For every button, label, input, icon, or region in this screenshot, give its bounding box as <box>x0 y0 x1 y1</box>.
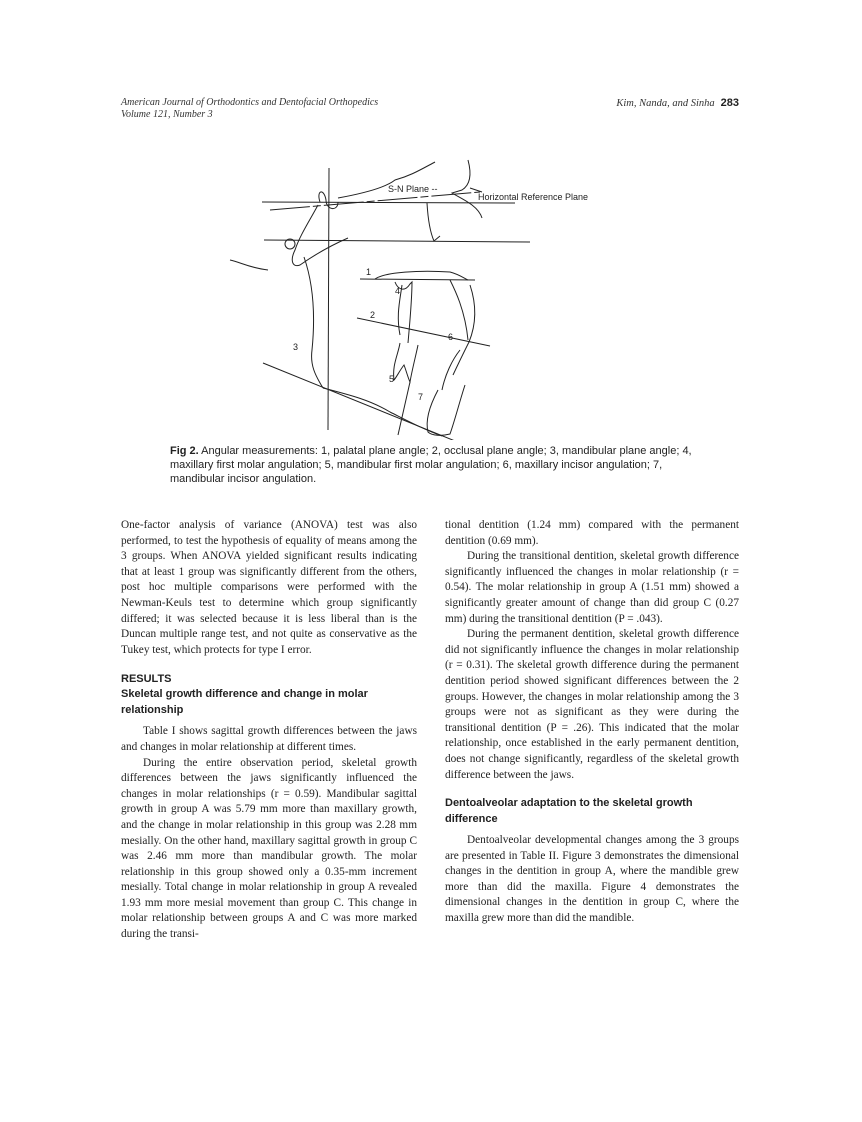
paragraph-continued: tional dentition (1.24 mm) compared with the permanent dentition (0.69 mm). <box>445 519 739 547</box>
cephalometric-figure <box>220 150 620 440</box>
journal-title: American Journal of Orthodontics and Dentofacial Orthopedics <box>121 97 379 108</box>
page-number: 283 <box>720 97 739 109</box>
sn-plane-label: S-N Plane -- <box>388 184 438 194</box>
paragraph-transitional: During the transitional dentition, skeletal growth difference significantly influenced the changes in molar relationship (r = 0.54). The molar relationship in group A (1.51 mm) showed a significantly greater amount of change than did group C (0.27 mm) during the transitional dentition (P = .043). <box>445 550 739 625</box>
label-3: 3 <box>293 342 299 352</box>
authors: Kim, Nanda, and Sinha <box>616 98 715 109</box>
figure-caption <box>170 444 710 486</box>
right-column <box>445 518 739 927</box>
paragraph-permanent: During the permanent dentition, skeletal growth difference did not significantly influence the changes in molar relationship (r = 0.31). The skeletal growth difference during the permanent dentition period showed significant differences between the 2 groups. However, the changes in molar relationship among the 3 groups were not as significant as they were during the transitional dentition (P = .26). This indicated that the molar relationship, once established in the early permanent dentition, does not change significantly, regardless of the skeletal growth difference between the jaws. <box>445 628 739 781</box>
author-page <box>616 97 739 110</box>
label-2: 2 <box>370 310 376 320</box>
caption-text: Angular measurements: 1, palatal plane angle; 2, occlusal plane angle; 3, mandibular plane angle; 4, maxillary first molar angulation; 5, mandibular first molar angulation; 6, maxillary incisor angulation; 7, mandibular incisor angulation. <box>170 445 692 485</box>
journal-info <box>121 97 378 121</box>
subheading-dentoalveolar: Dentoalveolar adaptation to the skeletal growth difference <box>445 797 693 826</box>
label-5: 5 <box>389 374 395 384</box>
horizontal-reference-plane-label: Horizontal Reference Plane <box>478 192 589 202</box>
paragraph-anova: One-factor analysis of variance (ANOVA) test was also performed, to test the hypothesis of equality of means among the 3 groups. When ANOVA yielded significant results indicating that at least 1 group was significantly different from the others, post hoc multiple comparisons were performed with the Newman-Keuls test to determine which group significantly differed; it was selected because it is less liberal than is the Duncan multiple range test, and not quite as conservative as the Tukey test, which protects for type I error. <box>121 519 417 656</box>
label-6: 6 <box>448 332 454 342</box>
paragraph-dentoalveolar: Dentoalveolar developmental changes among the 3 groups are presented in Table II. Figure 3 demonstrates the dimensional changes in the dentition in group A, where the mandible grew more than did the maxilla. Figure 4 demonstrates the dimensional changes in the dentition in group C, where the maxilla grew more than did the mandible. <box>445 834 739 925</box>
label-1: 1 <box>366 267 372 277</box>
left-column <box>121 518 417 943</box>
section-heading-results: RESULTS <box>121 673 172 686</box>
figure-labels <box>220 150 620 440</box>
label-7: 7 <box>418 392 424 402</box>
journal-volume: Volume 121, Number 3 <box>121 109 213 120</box>
caption-label: Fig 2. <box>170 445 199 457</box>
subheading-skeletal-growth: Skeletal growth difference and change in molar relationship <box>121 688 368 717</box>
label-4: 4 <box>395 286 401 296</box>
paragraph-entire-period: During the entire observation period, skeletal growth differences between the jaws significantly influenced the changes in molar relationships (r = 0.59). Mandibular sagittal growth in group A was 5.79 mm more than maxillary growth, and the change in molar relationship in this group was 2.28 mm mesially. On the other hand, maxillary sagittal growth in group C was 2.46 mm more than mandibular growth. The molar relationship in this group showed only a 0.35-mm increment mesially. Total change in molar relationship in group A revealed 1.93 mm more mesial movement than group C. This change in molar relationship between groups A and C was more marked during the transi- <box>121 756 417 941</box>
paragraph-table-i: Table I shows sagittal growth differences between the jaws and changes in molar relationship at different times. <box>121 725 417 753</box>
